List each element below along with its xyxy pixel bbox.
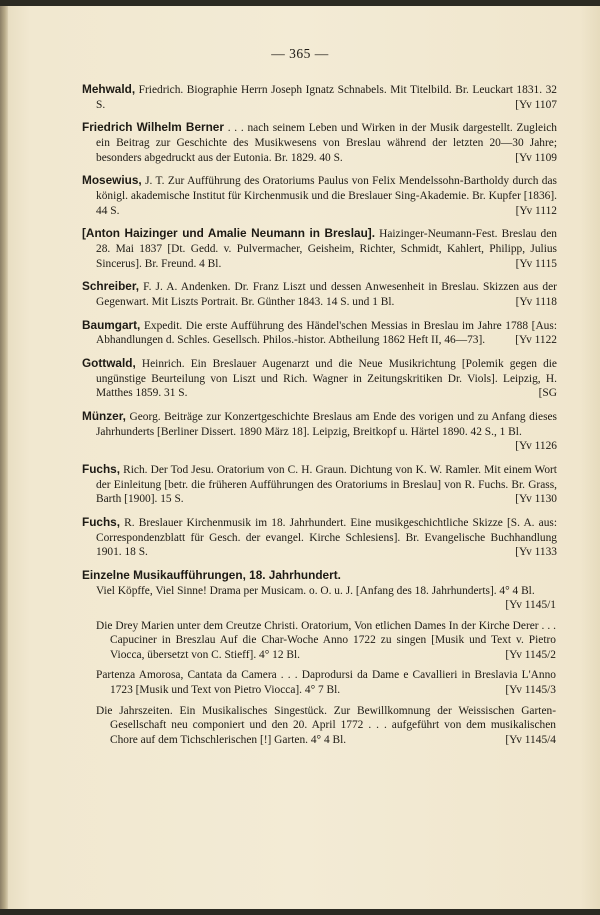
item-shelfmark: [Yv 1145/3 — [505, 684, 556, 697]
bibliography-entry — [82, 318, 557, 348]
entry-author: [Anton Haizinger und Amalie Neumann in Breslau]. — [82, 226, 375, 241]
section-item — [96, 619, 556, 663]
entry-text: . . . nach seinem Leben und Wirken in der Musik dargestellt. Zugleich ein Beitrag zur Geschichte des Musikwesens von Breslau während der letzten 20—30 Jahre; besonders abgedruckt aus der Eutonia. Br. 1829. 40 S. — [96, 122, 558, 164]
entry-shelfmark: [Yv 1122 — [515, 334, 557, 347]
bibliography-entry — [82, 226, 557, 271]
entry-author: Fuchs, — [82, 461, 121, 476]
section-item — [96, 668, 556, 697]
bibliography-entry — [82, 82, 557, 112]
entry-author: Münzer, — [82, 409, 126, 423]
entry-text: Expedit. Die erste Aufführung des Händel'schen Messias in Breslau im Jahre 1788 [Aus: Abhandlungen d. Schles. Gesellsch. Philos.-histor. Abtheilung 1862 Heft II, 46—73]. — [96, 319, 557, 347]
item-shelfmark: [Yv 1145/4 — [505, 733, 556, 746]
entry-author: Gottwald, — [82, 356, 136, 371]
entry-shelfmark: [Yv 1133 — [515, 546, 557, 559]
entry-text: R. Breslauer Kirchenmusik im 18. Jahrhundert. Eine musikgeschichtliche Skizze [S. A. aus: Correspondenzblatt für Gesch. der evangel. Kirche Schlesiens]. Br. Evangelische Buchhandlung 1901. 18 S. — [96, 516, 557, 559]
entry-author: Schreiber, — [82, 279, 140, 294]
section-items — [96, 584, 556, 748]
item-shelfmark: [Yv 1145/1 — [505, 599, 556, 612]
item-text: Die Drey Marien unter dem Creutze Christi. Oratorium, Von etlichen Dames In der Kirche Derer . . . Capuciner in Breszlau Auf die Char-Woche Anno 1722 zu singen [Musik und Text v. Pietro Viocca, übersetzt von C. Stieff]. 4° 12 Bl. — [96, 619, 556, 661]
bibliography-list — [82, 82, 557, 753]
bibliography-entry — [82, 515, 557, 560]
bibliography-entry — [82, 462, 557, 507]
entry-text: Rich. Der Tod Jesu. Oratorium von C. H. Graun. Dichtung von K. W. Ramler. Mit einem Wort der Einleitung [betr. die früheren Aufführungen des Oratoriums in Breslau] von R. Fuchs. Br. Grass, Barth [1900]. 15 S. — [96, 463, 557, 506]
bibliography-entry — [82, 409, 557, 454]
section-heading: Einzelne Musikaufführungen, 18. Jahrhundert. — [82, 567, 341, 582]
entry-author: Mehwald, — [82, 82, 136, 96]
bibliography-entry — [82, 173, 557, 218]
bibliography-entry — [82, 279, 557, 309]
entry-shelfmark: [Yv 1109 — [515, 151, 557, 164]
entry-author: Fuchs, — [82, 514, 121, 529]
section-item — [96, 584, 556, 613]
entry-text: Friedrich. Biographie Herrn Joseph Ignatz Schnabels. Mit Titelbild. Br. Leuckart 1831. 32 S. — [96, 84, 557, 111]
entry-text: J. T. Zur Aufführung des Oratoriums Paulus von Felix Mendelssohn-Bartholdy durch das königl. akademische Institut für Kirchenmusik und die Breslauer Sing-Akademie. Br. Kupfer [1836]. 44 S. — [96, 175, 557, 217]
entry-shelfmark: [Yv 1112 — [515, 204, 557, 217]
entry-text: Georg. Beiträge zur Konzertgeschichte Breslaus am Ende des vorigen und zu Anfang dieses Jahrhunderts [Berliner Dissert. 1890 März 18]. Leipzig, Breitkopf u. Härtel 1890. 42 S., 1 Bl. — [96, 411, 557, 438]
entry-text: F. J. A. Andenken. Dr. Franz Liszt und dessen Anwesenheit in Breslau. Skizzen aus der Gegenwart. Mit Liszts Portrait. Br. Günther 1843. 14 S. und 1 Bl. — [96, 281, 557, 308]
entry-author: Friedrich Wilhelm Berner — [82, 120, 224, 135]
bibliography-entry — [82, 356, 557, 401]
entry-shelfmark: [Yv 1126 — [515, 440, 557, 453]
entry-text: Heinrich. Ein Breslauer Augenarzt und die Neue Musikrichtung [Polemik gegen die ungünstige Beurteilung von Liszt und Rich. Wagner in Zeitungskritiken Dr. Viols]. Leipzig, H. Matthes 1859. 31 S. — [96, 358, 557, 400]
entry-shelfmark: [Yv 1107 — [515, 98, 557, 111]
entry-shelfmark: [SG — [538, 387, 557, 400]
entry-text: Haizinger-Neumann-Fest. Breslau den 28. Mai 1837 [Dt. Gedd. v. Pulvermacher, Geisheim, Richter, Schmidt, Kahlert, Philipp, Julius Sincerus]. Br. Freund. 4 Bl. — [96, 228, 557, 270]
entry-author: Baumgart, — [82, 317, 141, 332]
book-spine — [0, 6, 8, 909]
section-item — [96, 704, 556, 748]
page-number: — 365 — — [271, 46, 329, 61]
item-shelfmark: [Yv 1145/2 — [505, 648, 556, 661]
item-text: Viel Köpffe, Viel Sinne! Drama per Musicam. o. O. u. J. [Anfang des 18. Jahrhunderts]. 4° 4 Bl. — [96, 584, 535, 597]
entry-shelfmark: [Yv 1118 — [515, 295, 557, 308]
bibliography-entry — [82, 120, 557, 165]
entry-shelfmark: [Yv 1130 — [515, 493, 557, 506]
item-text: Die Jahrszeiten. Ein Musikalisches Singestück. Zur Bewillkomnung der Weissischen Garten-Gesellschaft neu componiert und den 20. April 1772 . . . aufgeführt von dem musikalischen Chore auf dem Tichschlerischen [!] Garten. 4° 4 Bl. — [96, 704, 556, 746]
item-text: Partenza Amorosa, Cantata da Camera . . . Daprodursi da Dame e Cavallieri in Breslavia L'Anno 1723 [Musik und Text von Pietro Viocca]. 4° 7 Bl. — [96, 669, 556, 697]
entry-author: Mosewius, — [82, 173, 142, 188]
book-page — [0, 6, 600, 909]
entry-shelfmark: [Yv 1115 — [515, 257, 557, 270]
